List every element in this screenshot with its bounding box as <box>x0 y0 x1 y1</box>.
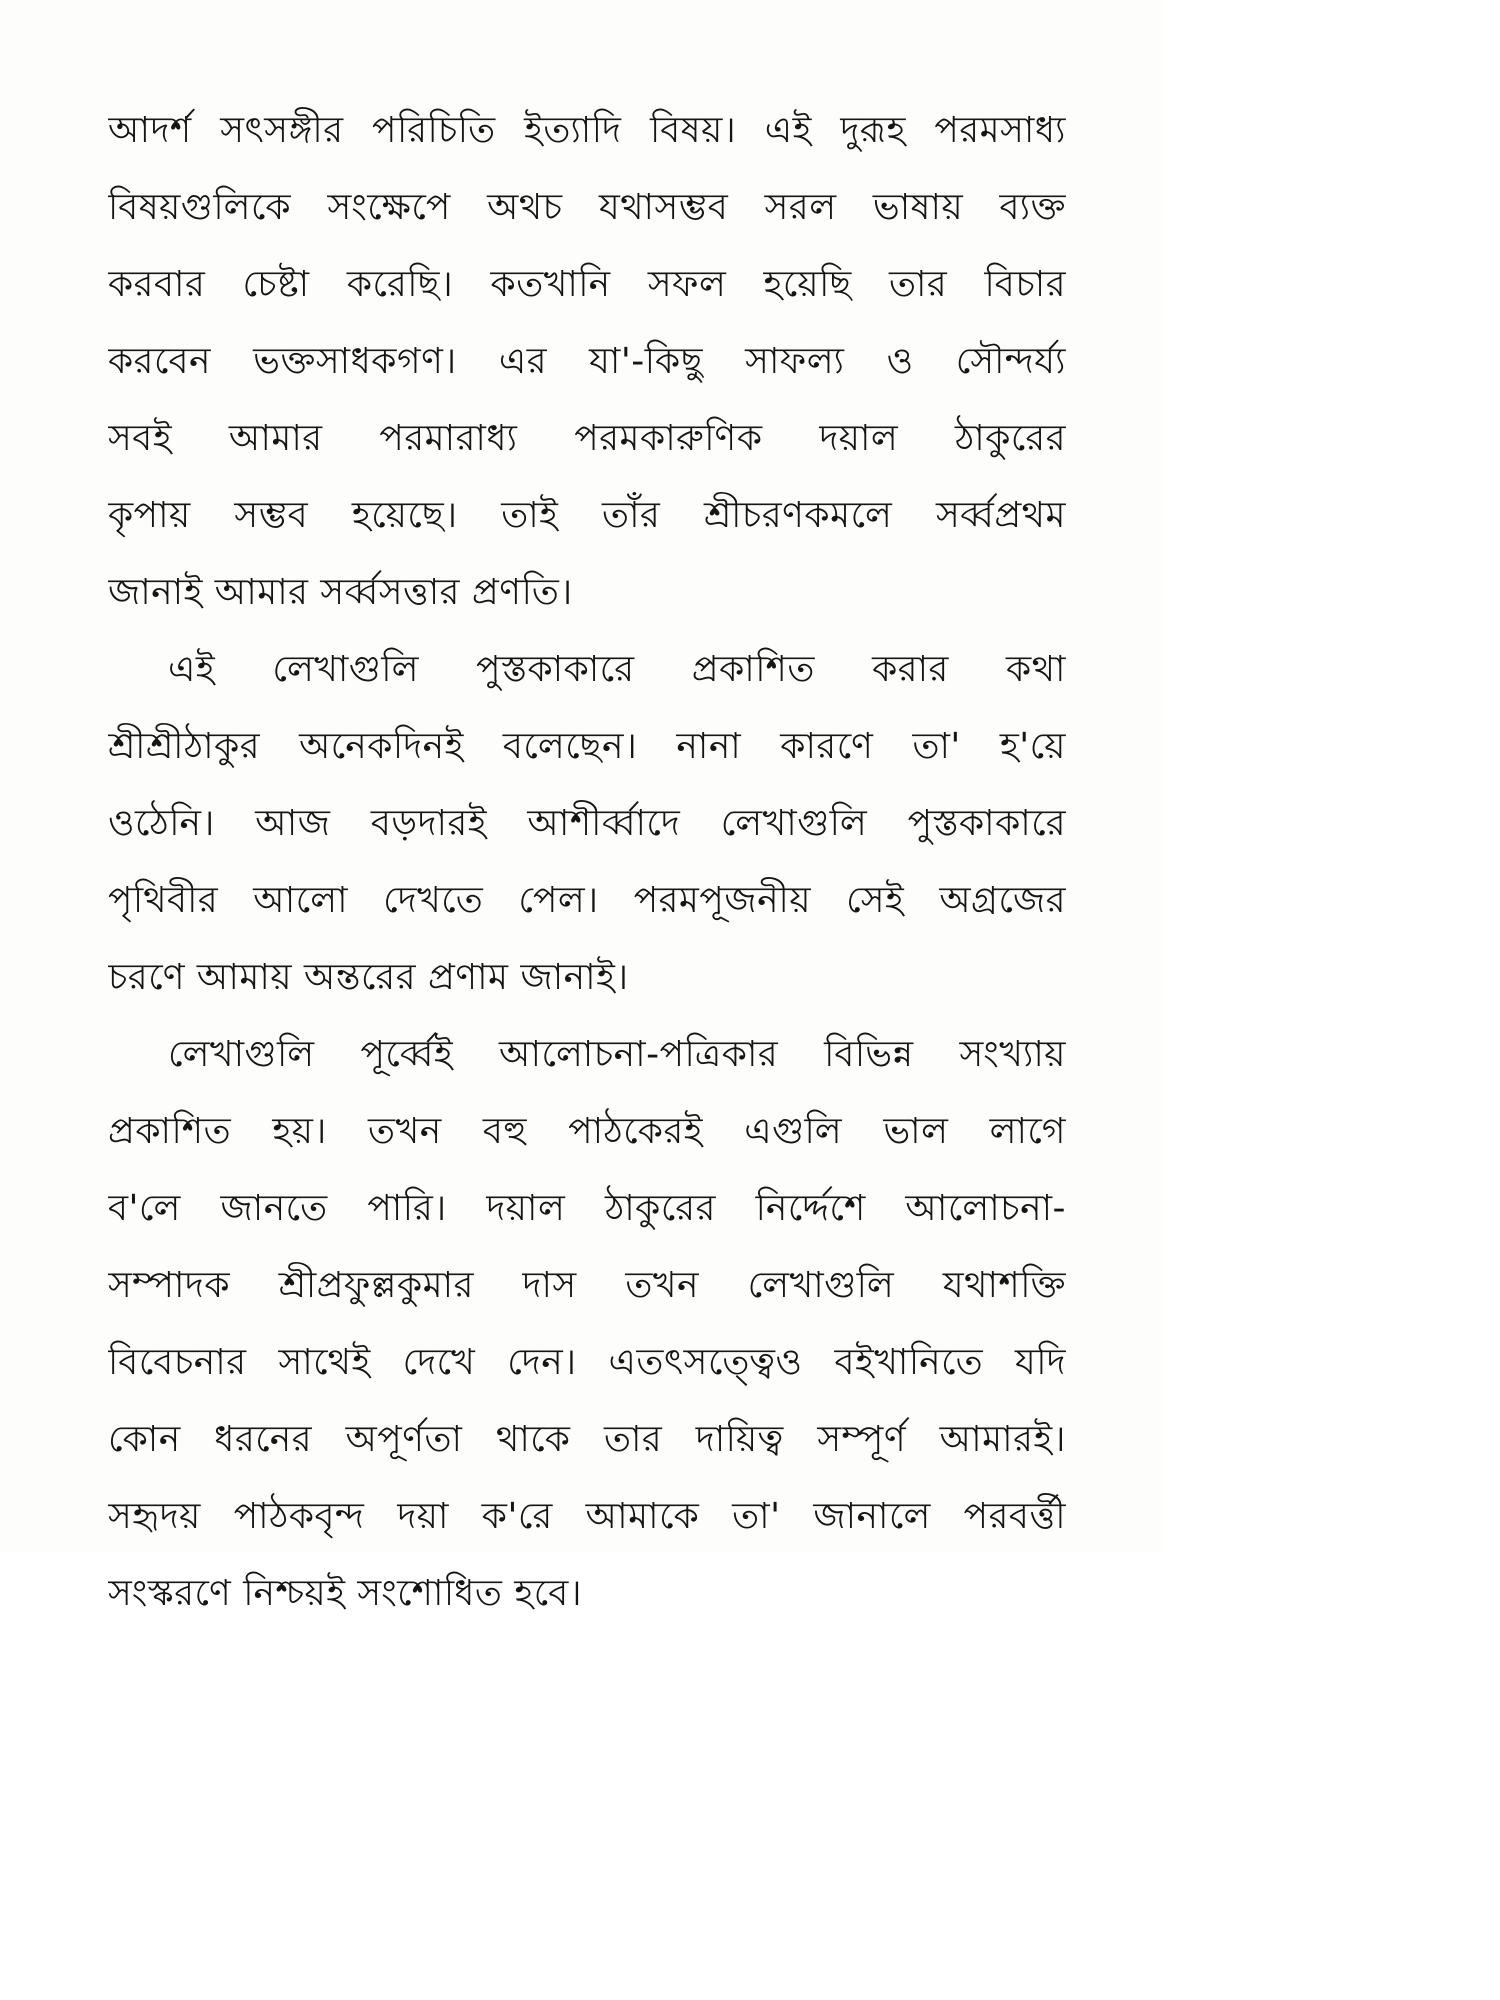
text-line: ব'লে জানতে পারি। দয়াল ঠাকুরের নির্দ্দেশে আলোচনা- <box>108 1188 1066 1229</box>
paragraph-end-line: চরণে আমায় অন্তরের প্রণাম জানাই। <box>108 957 629 998</box>
text-line: বিষয়গুলিকে সংক্ষেপে অথচ যথাসম্ভব সরল ভাষায় ব্যক্ত <box>108 187 1066 228</box>
paragraph-start-line: এই লেখাগুলি পুস্তকাকারে প্রকাশিত করার কথা <box>168 649 1066 690</box>
text-line: কোন ধরনের অপূর্ণতা থাকে তার দায়িত্ব সম্পূর্ণ আমারই। <box>108 1419 1066 1460</box>
text-line: বিবেচনার সাথেই দেখে দেন। এতৎসত্ত্বেও বইখানিতে যদি <box>108 1342 1066 1383</box>
text-line: শ্রীশ্রীঠাকুর অনেকদিনই বলেছেন। নানা কারণে তা' হ'য়ে <box>108 726 1066 767</box>
text-line: করবার চেষ্টা করেছি। কতখানি সফল হয়েছি তার বিচার <box>108 264 1066 305</box>
body-text <box>108 92 1066 1632</box>
text-line: সম্পাদক শ্রীপ্রফুল্লকুমার দাস তখন লেখাগুলি যথাশক্তি <box>108 1265 1066 1306</box>
paragraph-start-line: লেখাগুলি পূর্ব্বেই আলোচনা-পত্রিকার বিভিন্ন সংখ্যায় <box>168 1034 1066 1075</box>
text-line: সবই আমার পরমারাধ্য পরমকারুণিক দয়াল ঠাকুরের <box>108 418 1066 459</box>
paragraph-end-line: সংস্করণে নিশ্চয়ই সংশোধিত হবে। <box>108 1573 583 1614</box>
text-line: আদর্শ সৎসঙ্গীর পরিচিতি ইত্যাদি বিষয়। এই দুরূহ পরমসাধ্য <box>108 110 1066 151</box>
text-line: ওঠেনি। আজ বড়দারই আশীর্ব্বাদে লেখাগুলি পুস্তকাকারে <box>108 803 1066 844</box>
text-line: করবেন ভক্তসাধকগণ। এর যা'-কিছু সাফল্য ও সৌন্দর্য্য <box>108 341 1066 382</box>
text-line: পৃথিবীর আলো দেখতে পেল। পরমপূজনীয় সেই অগ্রজের <box>108 880 1066 921</box>
text-line: কৃপায় সম্ভব হয়েছে। তাই তাঁর শ্রীচরণকমলে সর্ব্বপ্রথম <box>108 495 1066 536</box>
paragraph-end-line: জানাই আমার সর্ব্বসত্তার প্রণতি। <box>108 572 573 613</box>
text-line: প্রকাশিত হয়। তখন বহু পাঠকেরই এগুলি ভাল লাগে <box>108 1111 1066 1152</box>
text-line: সহৃদয় পাঠকবৃন্দ দয়া ক'রে আমাকে তা' জানালে পরবর্ত্তী <box>108 1496 1066 1537</box>
